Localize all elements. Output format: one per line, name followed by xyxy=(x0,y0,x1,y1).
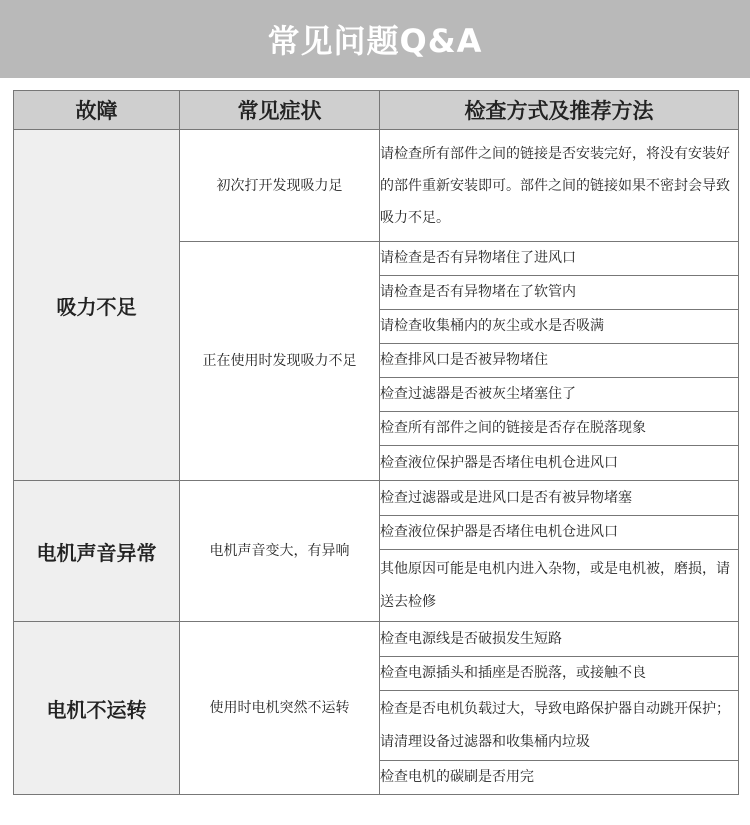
table-row xyxy=(14,481,739,516)
fault-cell: 电机声音异常 xyxy=(14,481,180,622)
method-cell: 检查所有部件之间的链接是否存在脱落现象 xyxy=(380,412,739,446)
fault-cell: 吸力不足 xyxy=(14,130,180,481)
method-cell: 检查过滤器或是进风口是否有被异物堵塞 xyxy=(380,481,739,516)
method-cell: 请检查是否有异物堵住了进风口 xyxy=(380,242,739,276)
column-header-fault: 故障 xyxy=(14,91,180,130)
method-cell: 检查是否电机负载过大，导致电路保护器自动跳开保护；请清理设备过滤器和收集桶内垃圾 xyxy=(380,691,739,761)
column-header-method: 检查方式及推荐方法 xyxy=(380,91,739,130)
page-banner xyxy=(0,0,750,78)
method-cell: 检查电机的碳刷是否用完 xyxy=(380,761,739,795)
symptom-cell: 电机声音变大，有异响 xyxy=(180,481,380,622)
symptom-cell: 正在使用时发现吸力不足 xyxy=(180,242,380,481)
symptom-cell: 初次打开发现吸力足 xyxy=(180,130,380,242)
fault-cell: 电机不运转 xyxy=(14,622,180,795)
method-cell: 请检查所有部件之间的链接是否安装完好，将没有安装好的部件重新安装即可。部件之间的链接如果不密封会导致吸力不足。 xyxy=(380,130,739,242)
method-cell: 检查排风口是否被异物堵住 xyxy=(380,344,739,378)
method-cell: 请检查收集桶内的灰尘或水是否吸满 xyxy=(380,310,739,344)
method-cell: 请检查是否有异物堵在了软管内 xyxy=(380,276,739,310)
method-cell: 检查电源插头和插座是否脱落，或接触不良 xyxy=(380,657,739,691)
table-row xyxy=(14,622,739,657)
method-cell: 检查电源线是否破损发生短路 xyxy=(380,622,739,657)
table-header-row xyxy=(14,91,739,130)
method-cell: 其他原因可能是电机内进入杂物，或是电机被，磨损，请送去检修 xyxy=(380,550,739,622)
method-cell: 检查液位保护器是否堵住电机仓进风口 xyxy=(380,516,739,550)
page-title: 常见问题Q&A xyxy=(267,22,483,60)
qa-table xyxy=(13,90,739,795)
symptom-cell: 使用时电机突然不运转 xyxy=(180,622,380,795)
table-row xyxy=(14,130,739,242)
column-header-symptom: 常见症状 xyxy=(180,91,380,130)
method-cell: 检查过滤器是否被灰尘堵塞住了 xyxy=(380,378,739,412)
method-cell: 检查液位保护器是否堵住电机仓进风口 xyxy=(380,446,739,481)
